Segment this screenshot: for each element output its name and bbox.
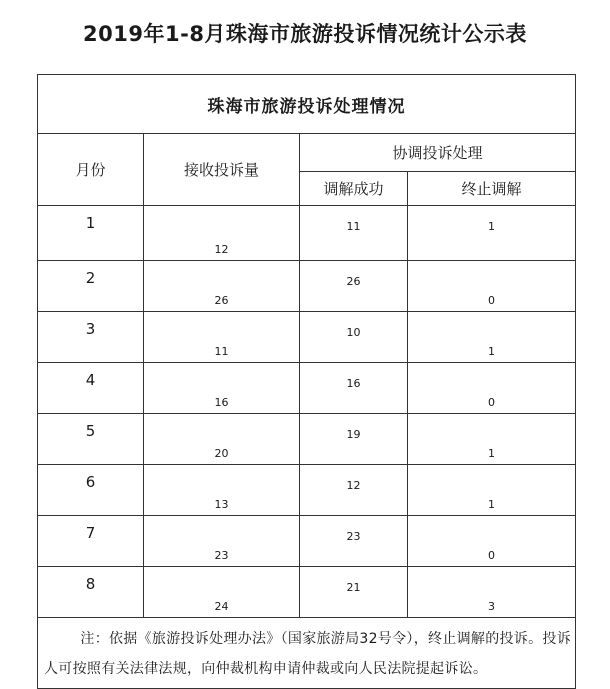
terminated-cell: 1 [408,312,576,363]
terminated-cell: 1 [408,206,576,261]
table-subtitle: 珠海市旅游投诉处理情况 [38,75,576,134]
table-row [38,206,576,261]
complaint-statistics-table [37,74,576,689]
header-terminated: 终止调解 [408,172,576,206]
mediation-success-cell: 23 [300,516,408,567]
month-cell: 1 [38,206,144,261]
received-cell: 26 [144,261,300,312]
terminated-cell: 1 [408,465,576,516]
header-mediation-success: 调解成功 [300,172,408,206]
header-month: 月份 [38,134,144,206]
received-cell: 20 [144,414,300,465]
month-cell: 2 [38,261,144,312]
month-cell: 7 [38,516,144,567]
table-row [38,363,576,414]
table-note: 注：依据《旅游投诉处理办法》（国家旅游局32号令），终止调解的投诉。投诉人可按照有关法律法规，向仲裁机构申请仲裁或向人民法院提起诉讼。 [38,618,576,689]
terminated-cell: 0 [408,261,576,312]
table-row [38,261,576,312]
note-row [38,618,576,689]
month-cell: 3 [38,312,144,363]
month-cell: 5 [38,414,144,465]
table-row [38,465,576,516]
month-cell: 4 [38,363,144,414]
terminated-cell: 3 [408,567,576,618]
mediation-success-cell: 21 [300,567,408,618]
mediation-success-cell: 10 [300,312,408,363]
mediation-success-cell: 11 [300,206,408,261]
month-cell: 8 [38,567,144,618]
mediation-success-cell: 26 [300,261,408,312]
table-row [38,567,576,618]
received-cell: 12 [144,206,300,261]
received-cell: 16 [144,363,300,414]
table-row [38,516,576,567]
table-row [38,312,576,363]
month-cell: 6 [38,465,144,516]
terminated-cell: 1 [408,414,576,465]
mediation-success-cell: 16 [300,363,408,414]
subtitle-row [38,75,576,134]
table-row [38,414,576,465]
mediation-success-cell: 19 [300,414,408,465]
received-cell: 23 [144,516,300,567]
page-title: 2019年1-8月珠海市旅游投诉情况统计公示表 [83,22,527,46]
header-row-1 [38,134,576,172]
terminated-cell: 0 [408,516,576,567]
mediation-success-cell: 12 [300,465,408,516]
terminated-cell: 0 [408,363,576,414]
header-mediation-group: 协调投诉处理 [300,134,576,172]
received-cell: 13 [144,465,300,516]
received-cell: 24 [144,567,300,618]
header-received: 接收投诉量 [144,134,300,206]
received-cell: 11 [144,312,300,363]
